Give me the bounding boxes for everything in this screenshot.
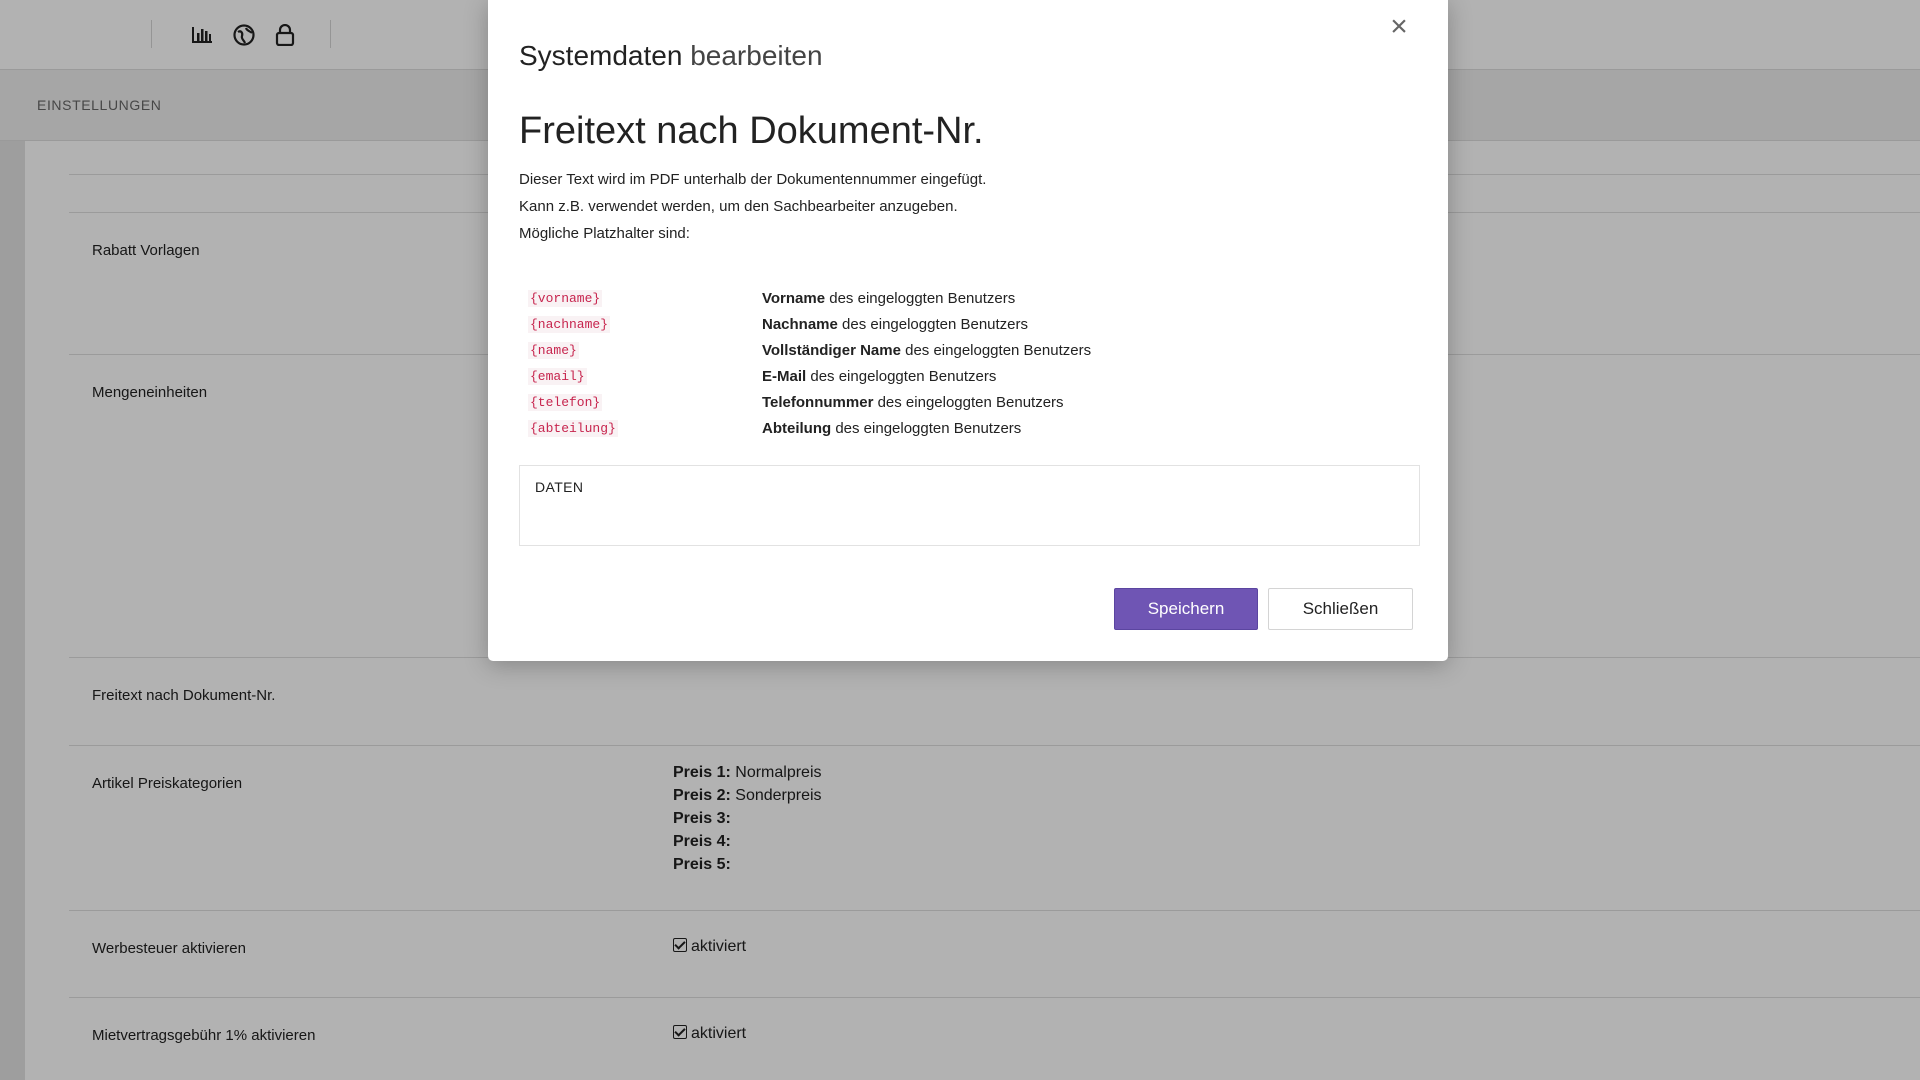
placeholder-code: {name} <box>530 342 577 358</box>
placeholder-row <box>519 285 1399 311</box>
placeholder-code: {email} <box>530 368 585 384</box>
placeholder-row <box>519 363 1399 389</box>
placeholder-row <box>519 337 1399 363</box>
description-line: Kann z.B. verwendet werden, um den Sachbearbeiter anzugeben. <box>519 198 958 215</box>
placeholder-description: Vorname des eingeloggten Benutzers <box>762 289 1016 307</box>
settings-row-label: Rabatt Vorlagen <box>92 242 200 259</box>
placeholder-row <box>519 311 1399 337</box>
price-entry: Preis 1: Normalpreis <box>673 764 822 781</box>
data-textarea[interactable] <box>535 502 1405 538</box>
settings-row-label: Freitext nach Dokument-Nr. <box>92 687 276 704</box>
placeholder-row <box>519 415 1399 441</box>
settings-row-label: Werbesteuer aktivieren <box>92 940 246 957</box>
settings-row-label: Mengeneinheiten <box>92 384 208 401</box>
section-title: Freitext nach Dokument-Nr. <box>519 110 984 152</box>
placeholder-code: {abteilung} <box>530 420 616 436</box>
description-line: Mögliche Platzhalter sind: <box>519 225 690 242</box>
close-icon[interactable]: × <box>1390 10 1408 43</box>
setting-status: aktiviert <box>673 1025 746 1043</box>
settings-row-label: Artikel Preiskategorien <box>92 775 243 792</box>
placeholder-description: Nachname des eingeloggten Benutzers <box>762 315 1029 333</box>
price-entry: Preis 4: <box>673 833 731 850</box>
placeholder-description: E-Mail des eingeloggten Benutzers <box>762 367 997 385</box>
data-field-label: DATEN <box>535 479 584 495</box>
data-field-box <box>519 465 1420 546</box>
description <box>519 169 986 250</box>
price-entry: Preis 3: <box>673 810 731 827</box>
placeholder-code: {telefon} <box>530 394 601 410</box>
placeholder-description: Telefonnummer des eingeloggten Benutzers <box>762 393 1064 411</box>
modal-title: Systemdaten bearbeiten <box>519 40 823 71</box>
placeholder-code: {nachname} <box>530 316 609 332</box>
price-entry: Preis 2: Sonderpreis <box>673 787 822 804</box>
placeholder-description: Abteilung des eingeloggten Benutzers <box>762 419 1022 437</box>
save-button[interactable]: Speichern <box>1114 588 1258 630</box>
description-line: Dieser Text wird im PDF unterhalb der Dokumentennummer eingefügt. <box>519 171 987 188</box>
settings-row-label: Mietvertragsgebühr 1% aktivieren <box>92 1027 316 1044</box>
page-title: EINSTELLUNGEN <box>37 97 162 113</box>
edit-system-data-modal <box>488 0 1448 661</box>
setting-status: aktiviert <box>673 938 746 956</box>
placeholder-row <box>519 389 1399 415</box>
price-entry: Preis 5: <box>673 856 731 873</box>
placeholder-table <box>519 285 1399 441</box>
placeholder-code: {vorname} <box>530 290 601 306</box>
close-button[interactable]: Schließen <box>1268 588 1413 630</box>
placeholder-description: Vollständiger Name des eingeloggten Benutzers <box>762 341 1092 359</box>
